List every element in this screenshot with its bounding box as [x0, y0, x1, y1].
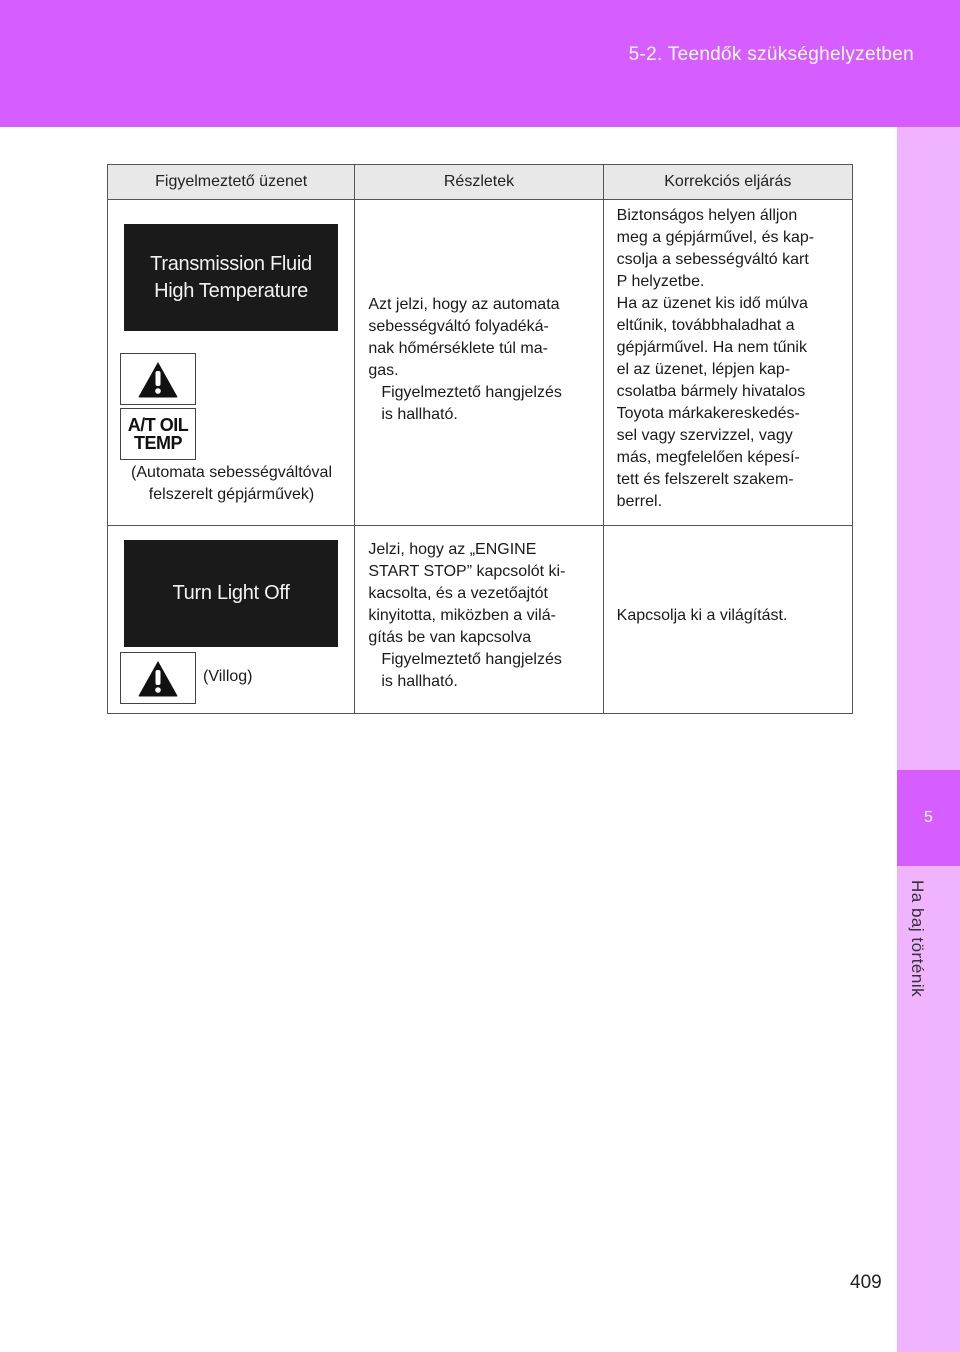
table-row	[108, 526, 853, 714]
icon-label-line1: A/T OIL	[127, 415, 189, 435]
details-line: Jelzi, hogy az „ENGINE	[368, 541, 537, 558]
icon-label-line2: TEMP	[133, 433, 182, 453]
column-header-action: Korrekciós eljárás	[603, 165, 852, 200]
exclamation-triangle-icon	[120, 652, 196, 704]
action-line: eltűnik, továbbhaladhat a	[616, 317, 795, 334]
section-title: 5-2. Teendők szükséghelyzetben	[628, 44, 914, 65]
caption-line2: felszerelt gépjárművek)	[148, 486, 315, 503]
table-row	[108, 200, 853, 526]
table-header-row	[108, 165, 853, 200]
details-line: gas.	[368, 362, 399, 379]
details-line: kacsolta, és a vezetőajtót	[368, 585, 548, 602]
action-line: más, megfelelően képesí-	[616, 449, 800, 466]
details-line: kinyitotta, miközben a vilá-	[368, 607, 556, 624]
details-cell	[355, 526, 603, 714]
action-line: berrel.	[616, 493, 663, 510]
display-screen	[124, 540, 338, 647]
vehicle-caption	[108, 462, 355, 506]
message-cell	[108, 200, 355, 526]
action-text: Kapcsolja ki a világítást.	[616, 607, 788, 624]
details-note-line: Figyelmeztető hangjelzés	[381, 651, 562, 668]
action-line: csolja a sebességváltó kart	[616, 251, 809, 268]
warning-message-table	[107, 164, 853, 714]
action-cell	[603, 200, 852, 526]
action-line: P helyzetbe.	[616, 273, 705, 290]
screen-text-line2: High Temperature	[154, 279, 308, 302]
blink-caption: (Villog)	[203, 668, 253, 685]
action-line: meg a gépjárművel, és kap-	[616, 229, 815, 246]
column-header-message: Figyelmeztető üzenet	[108, 165, 355, 200]
at-oil-temp-icon	[120, 408, 196, 460]
details-note-line: Figyelmeztető hangjelzés	[381, 384, 562, 401]
side-tab	[897, 127, 960, 1352]
action-line: gépjárművel. Ha nem tűnik	[616, 339, 807, 356]
action-line: csolatba bármely hivatalos	[616, 383, 806, 400]
action-line: Toyota márkakereskedés-	[616, 405, 800, 422]
chapter-number: 5	[897, 770, 960, 866]
caption-line1: (Automata sebességváltóval	[131, 464, 332, 481]
details-cell	[355, 200, 603, 526]
exclamation-triangle-icon	[120, 353, 196, 405]
chapter-label: Ha baj történik	[908, 880, 927, 998]
screen-text-line1: Transmission Fluid	[150, 252, 312, 275]
action-line: tett és felszerelt szakem-	[616, 471, 794, 488]
display-screen	[124, 224, 338, 331]
details-note-line: is hallható.	[381, 673, 458, 690]
message-cell	[108, 526, 355, 714]
action-line: el az üzenet, lépjen kap-	[616, 361, 791, 378]
page-number: 409	[850, 1272, 882, 1293]
column-header-details: Részletek	[355, 165, 603, 200]
screen-text-line1: Turn Light Off	[172, 582, 290, 604]
action-line: Biztonságos helyen álljon	[616, 207, 798, 224]
action-line: Ha az üzenet kis idő múlva	[616, 295, 808, 312]
action-cell	[603, 526, 852, 714]
action-line: sel vagy szervizzel, vagy	[616, 427, 793, 444]
details-note-line: is hallható.	[381, 406, 458, 423]
details-line: Azt jelzi, hogy az automata	[368, 296, 560, 313]
details-line: START STOP” kapcsolót ki-	[368, 563, 566, 580]
details-line: sebességváltó folyadéká-	[368, 318, 549, 335]
details-line: nak hőmérséklete túl ma-	[368, 340, 548, 357]
details-line: gítás be van kapcsolva	[368, 629, 532, 646]
